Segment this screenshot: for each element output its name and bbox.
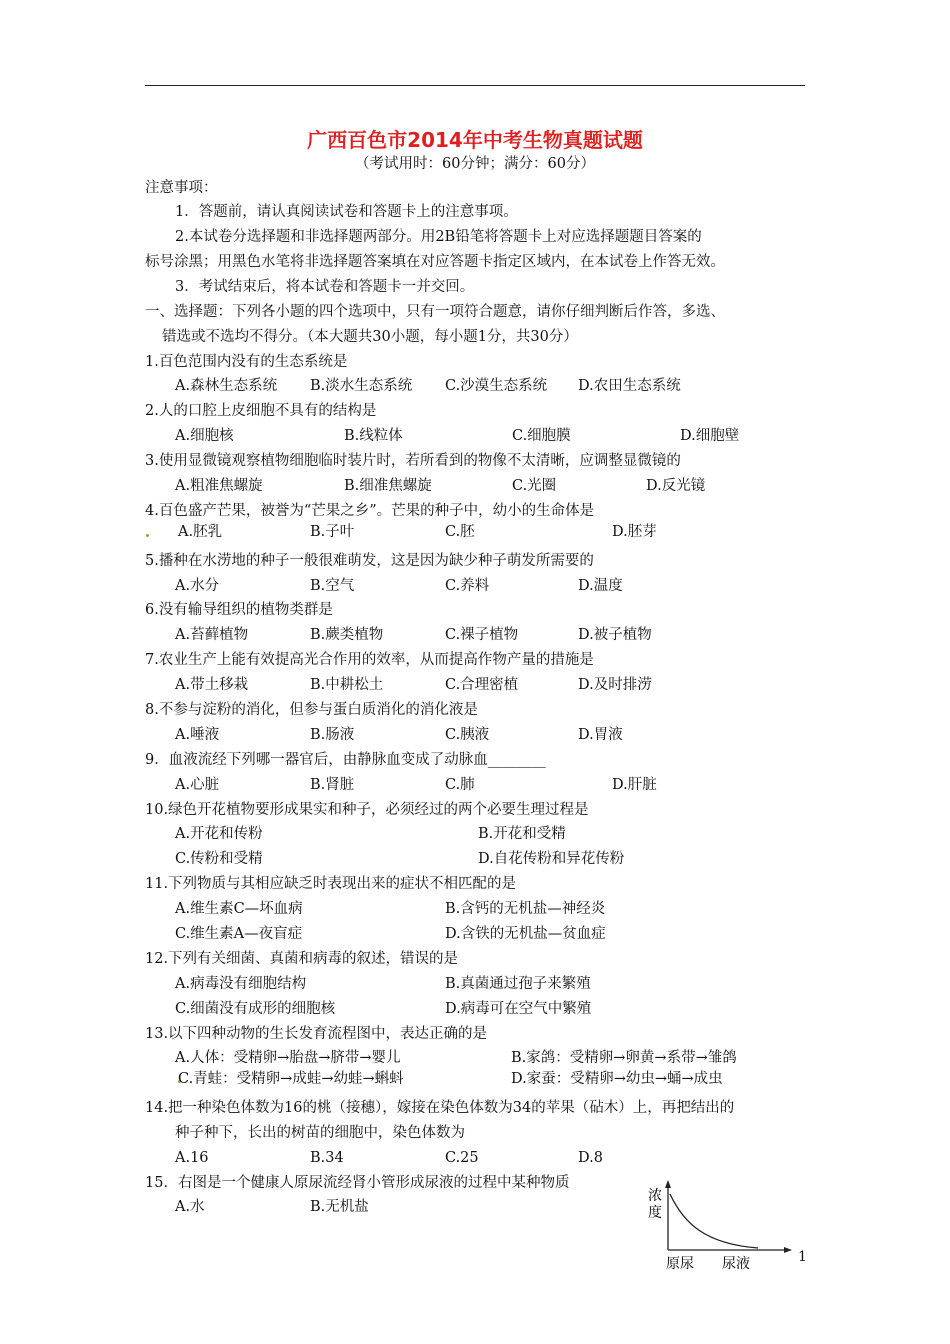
notice-item-1: 1．答题前，请认真阅读试卷和答题卡上的注意事项。 [175,204,518,220]
question-13-option-c: C.青蛙：受精卵→成蛙→幼蛙→蝌蚪 [178,1071,404,1087]
question-15-option-a: A.水 [175,1199,205,1215]
question-12-option-b: B.真菌通过孢子来繁殖 [445,976,591,992]
question-12-option-a: A.病毒没有细胞结构 [175,976,307,992]
graph-x-arrow [784,1247,792,1253]
question-1-option-a: A.森林生态系统 [175,378,278,394]
question-6-option-a: A.苔藓植物 [175,627,249,643]
question-11-stem: 11.下列物质与其相应缺乏时表现出来的症状不相匹配的是 [145,876,517,892]
question-14-option-a: A.16 [175,1150,209,1166]
graph-curve [670,1194,758,1248]
question-13-option-b: B.家鸽：受精卵→卵黄→系带→雏鸽 [511,1050,737,1066]
question-13-stem: 13.以下四种动物的生长发育流程图中，表达正确的是 [145,1026,488,1042]
question-4-stem: 4.百色盛产芒果，被誉为“芒果之乡”。芒果的种子中，幼小的生命体是 [145,503,595,519]
question-14-option-d: D.8 [578,1150,603,1166]
question-3-option-a: A.粗准焦螺旋 [175,478,263,494]
notice-item-2a: 2.本试卷分选择题和非选择题两部分。用2B铅笔将答题卡上对应选择题题目答案的 [175,229,702,245]
concentration-graph [640,1180,800,1280]
question-9-stem: 9．血液流经下列哪一器官后，由静脉血变成了动脉血________ [145,752,546,768]
question-2-option-a: A.细胞核 [175,428,234,444]
question-5-option-c: C.养料 [445,578,490,594]
question-1-option-d: D.农田生态系统 [578,378,681,394]
question-3-option-b: B.细准焦螺旋 [344,478,432,494]
graph-xlabel-2: 尿液 [722,1256,750,1272]
question-14-stem-cont: 种子种下，长出的树苗的细胞中，染色体数为 [175,1125,465,1141]
section-heading-2: 错选或不选均不得分。（本大题共30小题，每小题1分，共30分） [162,329,578,345]
question-10-option-b: B.开花和受精 [478,826,566,842]
question-7-option-d: D.及时排涝 [578,677,652,693]
page-number: 1 [798,1249,807,1265]
question-15-option-b: B.无机盐 [310,1199,369,1215]
question-4-option-b: B.子叶 [310,524,355,540]
question-7-stem: 7.农业生产上能有效提高光合作用的效率，从而提高作物产量的措施是 [145,652,594,668]
notice-item-3: 3．考试结束后，将本试卷和答题卡一并交回。 [175,279,475,295]
question-2-stem: 2.人的口腔上皮细胞不具有的结构是 [145,403,377,419]
question-6-option-c: C.裸子植物 [445,627,519,643]
question-8-option-c: C.胰液 [445,727,490,743]
question-14-option-b: B.34 [310,1150,344,1166]
question-10-stem: 10.绿色开花植物要形成果实和种子，必须经过的两个必要生理过程是 [145,802,589,818]
notice-item-2b: 标号涂黑；用黑色水笔将非选择题答案填在对应答题卡指定区域内，在本试卷上作答无效。 [145,254,725,270]
question-9-option-a: A.心脏 [175,777,220,793]
graph-xlabel-1: 原尿 [666,1256,694,1272]
question-12-option-d: D.病毒可在空气中繁殖 [445,1001,592,1017]
question-12-stem: 12.下列有关细菌、真菌和病毒的叙述，错误的是 [145,951,459,967]
question-9-option-c: C.肺 [445,777,475,793]
question-8-stem: 8.不参与淀粉的消化，但参与蛋白质消化的消化液是 [145,702,478,718]
graph-ylabel-2: 度 [648,1205,662,1221]
question-7-option-b: B.中耕松土 [310,677,384,693]
question-11-option-b: B.含钙的无机盐—神经炎 [445,901,606,917]
question-11-option-c: C.维生素A—夜盲症 [175,926,303,942]
speck-mark [146,534,149,537]
question-13-option-a: A.人体：受精卵→胎盘→脐带→婴儿 [175,1050,401,1066]
question-13-option-d: D.家蚕：受精卵→幼虫→蛹→成虫 [511,1071,723,1087]
question-3-option-d: D.反光镜 [646,478,706,494]
question-7-option-a: A.带土移栽 [175,677,249,693]
question-12-option-c: C.细菌没有成形的细胞核 [175,1001,336,1017]
graph-svg [640,1180,800,1280]
question-10-option-c: C.传粉和受精 [175,851,263,867]
question-10-option-a: A.开花和传粉 [175,826,263,842]
page-title: 广西百色市2014年中考生物真题试题 [307,128,643,152]
question-15-stem: 15．右图是一个健康人原尿流经肾小管形成尿液的过程中某种物质 [145,1175,570,1191]
question-2-option-c: C.细胞膜 [512,428,571,444]
question-2-option-d: D.细胞壁 [680,428,740,444]
question-1-option-c: C.沙漠生态系统 [445,378,548,394]
question-8-option-d: D.胃液 [578,727,623,743]
question-5-option-a: A.水分 [175,578,220,594]
graph-y-arrow [665,1180,671,1188]
question-4-option-c: C.胚 [445,524,475,540]
question-1-option-b: B.淡水生态系统 [310,378,413,394]
question-5-option-d: D.温度 [578,578,623,594]
question-6-option-d: D.被子植物 [578,627,652,643]
question-6-option-b: B.蕨类植物 [310,627,384,643]
question-2-option-b: B.线粒体 [344,428,403,444]
question-14-option-c: C.25 [445,1150,479,1166]
question-1-stem: 1.百色范围内没有的生态系统是 [145,354,348,370]
question-8-option-b: B.肠液 [310,727,355,743]
question-9-option-b: B.肾脏 [310,777,355,793]
question-7-option-c: C.合理密植 [445,677,519,693]
question-3-stem: 3.使用显微镜观察植物细胞临时装片时，若所看到的物像不太清晰，应调整显微镜的 [145,453,681,469]
question-3-option-c: C.光圈 [512,478,557,494]
question-5-option-b: B.空气 [310,578,355,594]
question-5-stem: 5.播种在水涝地的种子一般很难萌发，这是因为缺少种子萌发所需要的 [145,553,594,569]
question-4-option-a: A.胚乳 [178,524,223,540]
question-8-option-a: A.唾液 [175,727,220,743]
question-10-option-d: D.自花传粉和异花传粉 [478,851,625,867]
question-14-stem: 14.把一种染色体数为16的桃（接穗），嫁接在染色体数为34的苹果（砧木）上，再把结出的 [145,1100,735,1116]
question-6-stem: 6.没有输导组织的植物类群是 [145,602,333,618]
question-9-option-d: D.肝脏 [612,777,657,793]
page-subtitle: （考试用时：60分钟；满分：60分） [355,156,595,172]
graph-ylabel-1: 浓 [648,1188,662,1204]
notice-heading: 注意事项： [145,180,218,196]
section-heading-1: 一、选择题：下列各小题的四个选项中，只有一项符合题意，请你仔细判断后作答，多选、 [145,304,725,320]
question-4-option-d: D.胚芽 [612,524,657,540]
question-11-option-a: A.维生素C—坏血病 [175,901,303,917]
question-11-option-d: D.含铁的无机盐—贫血症 [445,926,606,942]
header-rule [145,85,805,86]
